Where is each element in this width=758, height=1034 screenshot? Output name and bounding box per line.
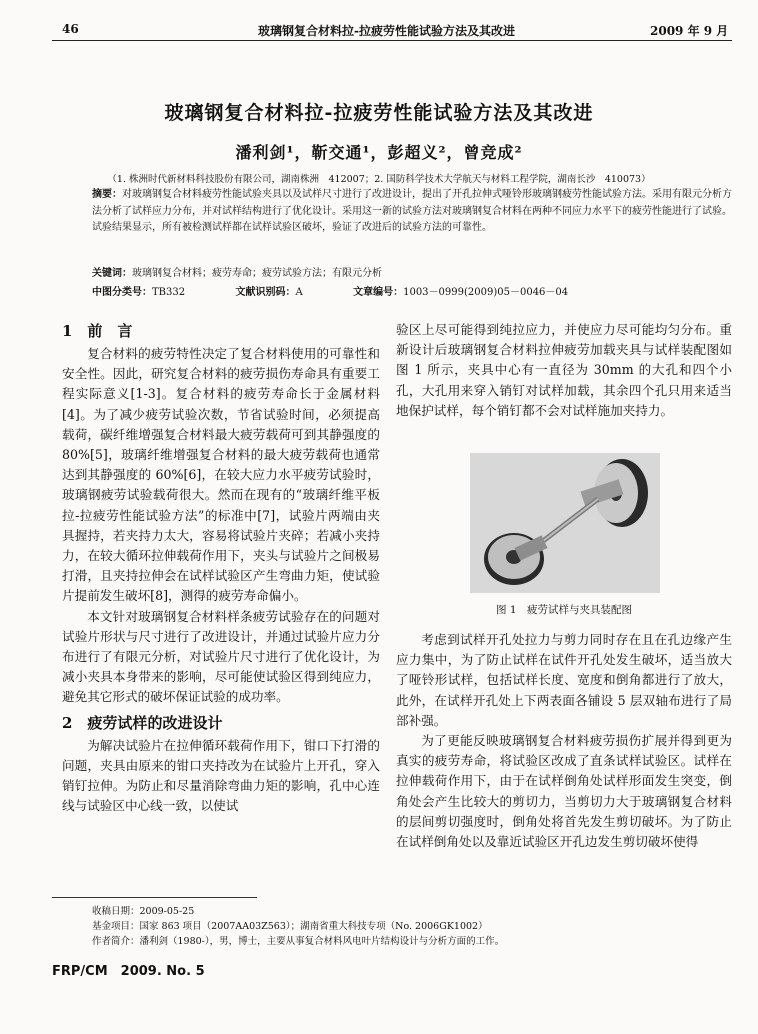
clc-value: TB332 xyxy=(152,287,186,298)
section-2-paragraph-1: 为解决试验片在拉伸循环载荷作用下，钳口下打滑的问题，夹具由原来的钳口夹持改为在试验片上开孔，穿入销钉拉伸。为防止和尽量消除弯曲力矩的影响，孔中心连线与试验区中心线一致，以使试 xyxy=(62,737,380,814)
affiliations: （1. 株洲时代新材料科技股份有限公司，湖南株洲 412007；2. 国防科学技术大学航天与材料工程学院，湖南长沙 410073） xyxy=(107,174,651,185)
abstract-text: 对玻璃钢复合材料疲劳性能试验夹具以及试样尺寸进行了改进设计，提出了开孔拉伸式哑铃形玻璃钢疲劳性能试验方法。采用有限元分析方法分析了试样应力分布，并对试样结构进行了优化设计。采用这一新的试验方法对玻璃钢复合材料在两种不同应力水平下的疲劳性能进行了试验。试验结果显示，所有被检测试样都在试样试验区破坏，验证了改进后的试验方法的可靠性。 xyxy=(92,189,732,233)
keywords-label: 关键词： xyxy=(92,268,132,279)
abstract xyxy=(92,187,732,237)
footnote-received: 收稿日期：2009-05-25 xyxy=(92,906,195,917)
figure-1-caption: 图 1 疲劳试样与夹具装配图 xyxy=(495,604,633,616)
paper-title: 玻璃钢复合材料拉-拉疲劳性能试验方法及其改进 xyxy=(164,102,594,124)
section-2-paragraph-3: 考虑到试样开孔处拉力与剪力同时存在且在孔边缘产生应力集中，为了防止试样在试件开孔处发生破坏，适当放大了哑铃形试样，包括试样长度、宽度和倒角都进行了放大，此外，在试样开孔处上下两表面各铺设 5 层双轴布进行了局部补强。 xyxy=(396,632,732,728)
classification-line xyxy=(92,283,568,298)
figure-1-image xyxy=(470,453,660,593)
section-1-paragraph-2: 本文针对玻璃钢复合材料样条疲劳试验存在的问题对试验片形状与尺寸进行了改进设计，并通过试验片应力分布进行了有限元分析，对试验片尺寸进行了优化设计，为减小夹具本身带来的影响，尽可能使试验区得到纯应力，避免其它形式的破坏保证试验的成功率。 xyxy=(62,608,380,705)
fixture-assembly-illustration xyxy=(470,453,660,593)
issue-date: 2009 年 9 月 xyxy=(650,24,729,38)
footnote-author: 作者简介：潘利剑（1980-），男，博士，主要从事复合材料风电叶片结构设计与分析方面的工作。 xyxy=(92,936,505,947)
doc-code-label: 文献识别码： xyxy=(235,287,296,298)
clc-label: 中图分类号： xyxy=(92,287,152,298)
section-2-paragraph-4: 为了更能反映玻璃钢复合材料疲劳损伤扩展并得到更为真实的疲劳寿命，将试验区改成了直条试样试验区。试样在拉伸载荷作用下，由于在试样倒角处试样形面发生突变，倒角处会产生比较大的剪切力，当剪切力大于玻璃钢复合材料的层间剪切强度时，倒角处将首先发生剪切破坏。为了防止在试样倒角处以及靠近试验区开孔边发生剪切破坏使得 xyxy=(396,733,732,850)
journal-footer: FRP/CM 2009. No. 5 xyxy=(52,964,205,979)
section-1-heading: 1 前 言 xyxy=(62,322,133,340)
page-number: 46 xyxy=(62,22,79,36)
keywords-text: 玻璃钢复合材料；疲劳寿命；疲劳试验方法；有限元分析 xyxy=(132,268,382,279)
abstract-label: 摘要： xyxy=(92,189,122,200)
right-column-bottom xyxy=(396,630,732,852)
doc-code-value: A xyxy=(295,287,303,298)
article-no-label: 文章编号： xyxy=(353,287,404,298)
author-list: 潘利剑¹，靳交通¹，彭超义²，曾竞成² xyxy=(235,143,523,162)
section-2-paragraph-2: 验区上尽可能得到纯拉应力，并使应力尽可能均匀分布。重新设计后玻璃钢复合材料拉伸疲劳加载夹具与试样装配图如图 1 所示，夹具中心有一直径为 30mm 的大孔和四个小孔，大孔用来穿入销钉对试样加载，其余四个孔只用来适当地保护试样，每个销钉都不会对试样施加夹持力。 xyxy=(396,322,732,418)
section-2-heading: 2 疲劳试样的改进设计 xyxy=(62,713,223,732)
footnote-rule xyxy=(52,897,257,898)
footnote-fund: 基金项目：国家 863 项目（2007AA03Z563）；湖南省重大科技专项（No. 2006GK1002） xyxy=(92,921,488,932)
article-no-value: 1003－0999(2009)05－0046－04 xyxy=(403,287,569,298)
left-column xyxy=(62,318,380,816)
right-column-top xyxy=(396,320,732,421)
header-rule xyxy=(52,40,732,41)
running-title: 玻璃钢复合材料拉-拉疲劳性能试验方法及其改进 xyxy=(258,24,515,38)
keywords xyxy=(92,264,382,279)
section-1-paragraph-1: 复合材料的疲劳特性决定了复合材料使用的可靠性和安全性。因此，研究复合材料的疲劳损伤寿命具有重要工程实际意义[1-3]。复合材料的疲劳寿命长于金属材料[4]。为了减少疲劳试验次数，节省试验时间，必须提高载荷，碳纤维增强复合材料最大疲劳载荷可到其静强度的 80%[5]，玻璃纤维增强复合材料的最大疲劳载荷也通常达到其静强度的 60%[6]，在较大应力水平疲劳试验时，玻璃钢疲劳试验载荷很大。然而在现有的“玻璃纤维平板拉-拉疲劳性能试验方法”的标准中[7]，试验片两端由夹具握持，若夹持力太大，容易将试验片夹碎；若减小夹持力，在较大循环拉伸载荷作用下，夹头与试验片之间极易打滑，且夹持拉伸会在试样试验区产生弯曲力矩，使试验片提前发生破坏[8]，测得的疲劳寿命偏小。 xyxy=(62,346,380,604)
